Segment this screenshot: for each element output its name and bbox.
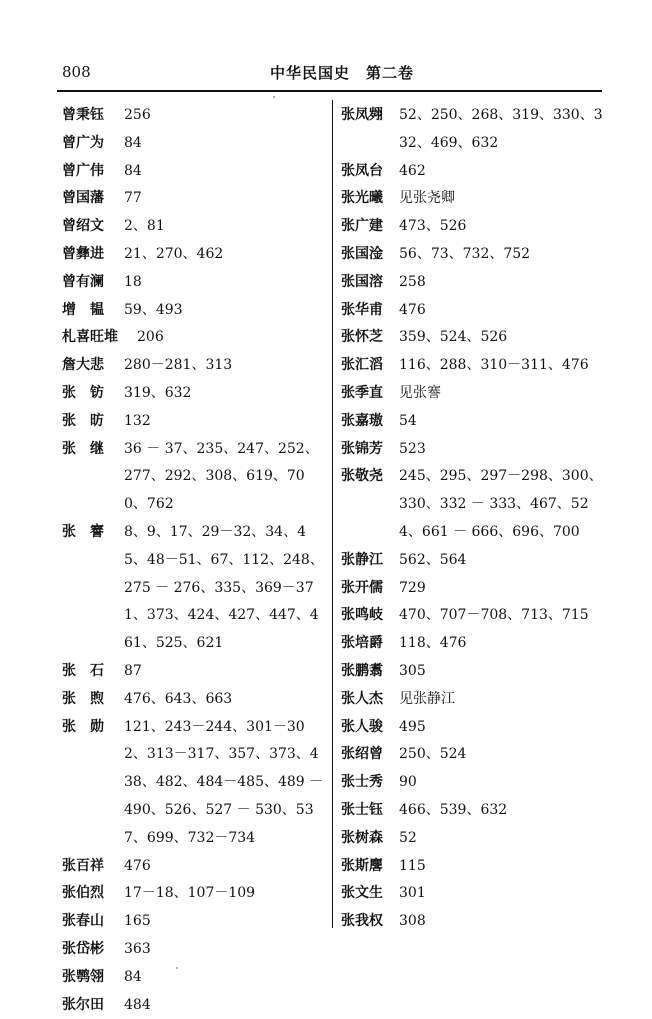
entry-name: 张士钰	[341, 797, 383, 825]
entry-name: 张岱彬	[62, 936, 104, 964]
entry-pages: 59、493	[124, 297, 326, 325]
entry-pages: 470、707－708、713、715	[399, 602, 603, 630]
index-entry	[62, 658, 326, 686]
index-entry	[341, 769, 603, 797]
index-entry	[341, 352, 603, 380]
entry-name: 张伯烈	[62, 880, 104, 908]
entry-name: 张汇滔	[341, 352, 383, 380]
entry-pages: 77	[124, 185, 326, 213]
entry-pages: 495	[399, 714, 603, 742]
index-entry	[341, 880, 603, 908]
index-entry	[341, 741, 603, 769]
index-entry	[62, 102, 326, 130]
entry-name: 张开儒	[341, 575, 383, 603]
index-entry	[62, 714, 326, 853]
entry-name: 张鹏翥	[341, 658, 383, 686]
entry-name: 张士秀	[341, 769, 383, 797]
index-entry	[62, 352, 326, 380]
index-column-left	[62, 102, 326, 1019]
index-entry	[341, 658, 603, 686]
entry-pages: 359、524、526	[399, 324, 603, 352]
entry-name: 张 石	[62, 658, 104, 686]
entry-name: 张春山	[62, 908, 104, 936]
index-entry	[341, 102, 603, 158]
index-entry	[62, 686, 326, 714]
column-divider	[332, 100, 333, 928]
entry-pages: 132	[124, 408, 326, 436]
index-entry	[62, 853, 326, 881]
index-entry	[62, 519, 326, 658]
entry-name: 曾广伟	[62, 158, 104, 186]
index-entry	[341, 686, 603, 714]
entry-pages: 301	[399, 880, 603, 908]
entry-pages: 466、539、632	[399, 797, 603, 825]
index-entry	[341, 463, 603, 546]
index-entry	[341, 825, 603, 853]
entry-pages: 729	[399, 575, 603, 603]
entry-pages: 165	[124, 908, 326, 936]
index-entry	[62, 380, 326, 408]
index-entry	[341, 324, 603, 352]
entry-name: 张敬尧	[341, 463, 383, 491]
entry-name: 詹大悲	[62, 352, 104, 380]
entry-pages: 256	[124, 102, 326, 130]
entry-name: 张嘉璈	[341, 408, 383, 436]
entry-name: 张 謇	[62, 519, 104, 547]
entry-name: 张 昉	[62, 408, 104, 436]
index-entry	[341, 297, 603, 325]
entry-name: 张 继	[62, 436, 104, 464]
index-entry	[62, 130, 326, 158]
index-entry	[341, 575, 603, 603]
page-number: 808	[62, 63, 91, 81]
entry-pages: 523	[399, 436, 603, 464]
entry-pages: 52	[399, 825, 603, 853]
entry-name: 曾秉钰	[62, 102, 104, 130]
index-entry	[341, 241, 603, 269]
entry-name: 张尔田	[62, 992, 104, 1019]
index-column-right	[341, 102, 603, 936]
index-entry	[62, 992, 326, 1019]
entry-pages: 562、564	[399, 547, 603, 575]
entry-pages: 308	[399, 908, 603, 936]
entry-name: 张 钫	[62, 380, 104, 408]
entry-name: 张绍曾	[341, 741, 383, 769]
entry-name: 张培爵	[341, 630, 383, 658]
entry-name: 曾彝进	[62, 241, 104, 269]
entry-pages: 476	[124, 853, 326, 881]
entry-name: 张怀芝	[341, 324, 383, 352]
index-entry	[62, 436, 326, 519]
index-entry	[62, 324, 326, 352]
index-entry	[341, 408, 603, 436]
entry-pages: 305	[399, 658, 603, 686]
entry-pages: 363	[124, 936, 326, 964]
index-entry	[62, 269, 326, 297]
entry-pages: 见张尧卿	[399, 185, 603, 213]
entry-pages: 见张謇	[399, 380, 603, 408]
entry-pages: 2、81	[124, 213, 326, 241]
entry-name: 张 勋	[62, 714, 104, 742]
index-entry	[341, 853, 603, 881]
entry-pages: 8、9、17、29－32、34、45、48－51、67、112、248、275 － 276、335、369－371、373、424、427、447、461、525、621	[124, 519, 326, 658]
index-entry	[62, 297, 326, 325]
index-entry	[62, 158, 326, 186]
scan-speck	[176, 967, 178, 969]
entry-pages: 90	[399, 769, 603, 797]
entry-pages: 116、288、310－311、476	[399, 352, 603, 380]
index-entry	[341, 630, 603, 658]
entry-pages: 18	[124, 269, 326, 297]
entry-name: 曾广为	[62, 130, 104, 158]
index-entry	[62, 908, 326, 936]
entry-pages: 87	[124, 658, 326, 686]
entry-name: 张季直	[341, 380, 383, 408]
entry-pages: 56、73、732、752	[399, 241, 603, 269]
index-entry	[341, 547, 603, 575]
index-entry	[341, 436, 603, 464]
header-rule	[57, 90, 602, 92]
entry-name: 张鹗翎	[62, 964, 104, 992]
entry-pages: 484	[124, 992, 326, 1019]
entry-name: 张文生	[341, 880, 383, 908]
entry-name: 张华甫	[341, 297, 383, 325]
entry-name: 曾绍文	[62, 213, 104, 241]
index-entry	[62, 408, 326, 436]
scan-speck	[273, 96, 275, 98]
entry-pages: 36 － 37、235、247、252、277、292、308、619、700、762	[124, 436, 326, 519]
entry-pages: 21、270、462	[124, 241, 326, 269]
entry-pages: 121、243－244、301－302、313－317、357、373、438、482、484－485、489 － 490、526、527 － 530、537、699、732－734	[124, 714, 326, 853]
index-entry	[62, 241, 326, 269]
entry-name: 张我权	[341, 908, 383, 936]
index-entry	[341, 380, 603, 408]
running-head: 中华民国史 第二卷	[270, 62, 414, 83]
index-entry	[62, 213, 326, 241]
entry-pages: 245、295、297－298、300、330、332 － 333、467、524、661 － 666、696、700	[399, 463, 603, 546]
entry-pages: 476	[399, 297, 603, 325]
entry-name: 张凤台	[341, 158, 383, 186]
index-entry	[341, 269, 603, 297]
entry-pages: 17－18、107－109	[124, 880, 326, 908]
index-entry	[341, 797, 603, 825]
entry-pages: 280－281、313	[124, 352, 326, 380]
index-entry	[62, 936, 326, 964]
entry-pages: 250、524	[399, 741, 603, 769]
entry-name: 张树森	[341, 825, 383, 853]
entry-name: 张人骏	[341, 714, 383, 742]
entry-pages: 84	[124, 130, 326, 158]
index-entry	[62, 185, 326, 213]
entry-name: 札喜旺堆	[62, 324, 118, 352]
entry-pages: 118、476	[399, 630, 603, 658]
entry-pages: 462	[399, 158, 603, 186]
entry-name: 曾有澜	[62, 269, 104, 297]
index-entry	[62, 880, 326, 908]
entry-name: 曾国藩	[62, 185, 104, 213]
entry-pages: 473、526	[399, 213, 603, 241]
index-entry	[341, 185, 603, 213]
entry-pages: 84	[124, 964, 326, 992]
entry-name: 张凤翙	[341, 102, 383, 130]
entry-name: 张锦芳	[341, 436, 383, 464]
index-entry	[341, 213, 603, 241]
entry-pages: 476、643、663	[124, 686, 326, 714]
index-entry	[341, 714, 603, 742]
entry-pages: 206	[137, 324, 326, 352]
entry-name: 张鸣岐	[341, 602, 383, 630]
entry-name: 张光曦	[341, 185, 383, 213]
entry-pages: 115	[399, 853, 603, 881]
entry-pages: 52、250、268、319、330、332、469、632	[399, 102, 603, 158]
entry-name: 张国淦	[341, 241, 383, 269]
entry-pages: 258	[399, 269, 603, 297]
entry-pages: 84	[124, 158, 326, 186]
index-entry	[62, 964, 326, 992]
entry-pages: 319、632	[124, 380, 326, 408]
entry-pages: 54	[399, 408, 603, 436]
entry-name: 张百祥	[62, 853, 104, 881]
entry-name: 张静江	[341, 547, 383, 575]
entry-pages: 见张静江	[399, 686, 603, 714]
index-entry	[341, 158, 603, 186]
entry-name: 张国溶	[341, 269, 383, 297]
entry-name: 张 煦	[62, 686, 104, 714]
index-entry	[341, 908, 603, 936]
entry-name: 张广建	[341, 213, 383, 241]
entry-name: 增 韫	[62, 297, 104, 325]
entry-name: 张斯麐	[341, 853, 383, 881]
entry-name: 张人杰	[341, 686, 383, 714]
index-entry	[341, 602, 603, 630]
